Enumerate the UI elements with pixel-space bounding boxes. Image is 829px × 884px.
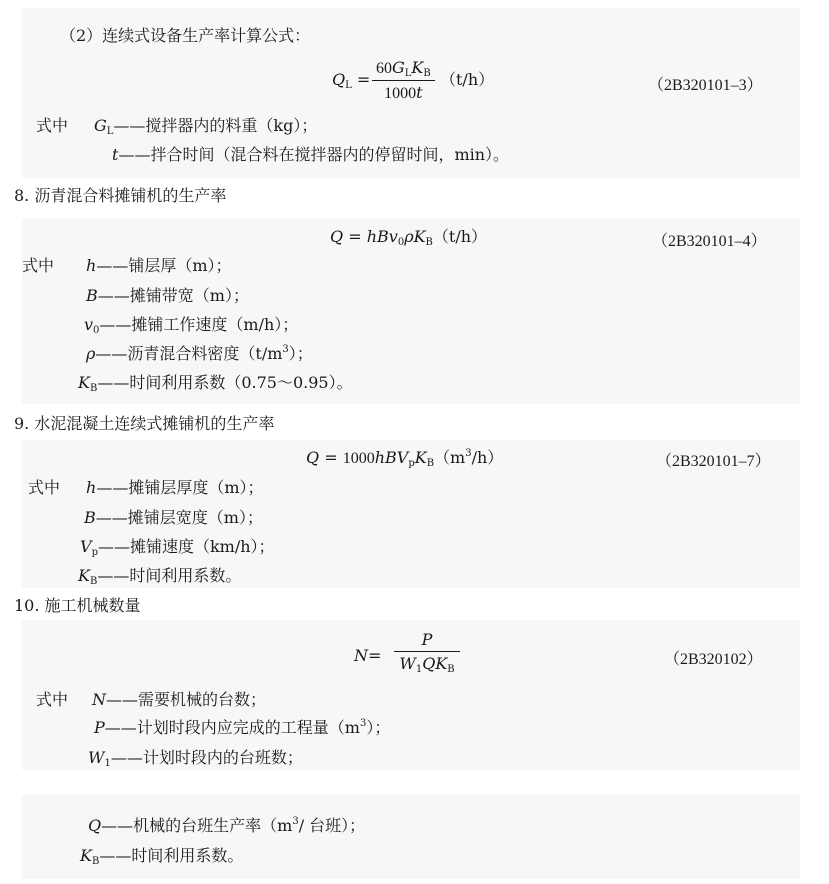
def-symbol: h xyxy=(86,256,97,275)
def-symbol: P xyxy=(94,718,105,737)
formula-subscript: L xyxy=(345,80,352,91)
formula-unit-tail: /h） xyxy=(471,448,504,467)
definition-line xyxy=(86,478,264,498)
def-subscript: B xyxy=(89,576,98,587)
definition-line xyxy=(84,315,298,335)
fraction-numerator xyxy=(394,630,460,649)
def-description-tail: ）； xyxy=(288,344,313,363)
definition-line xyxy=(88,748,303,768)
def-description: ——搅拌器内的料重（kg）； xyxy=(113,116,318,135)
formula-2b320101-7 xyxy=(306,448,503,469)
def-symbol: V xyxy=(80,537,92,556)
formula-2b320102 xyxy=(354,646,381,666)
definition-line xyxy=(84,508,263,528)
where-label: 式中 xyxy=(22,256,55,275)
numerator-symbol: K xyxy=(411,58,424,77)
def-subscript: B xyxy=(91,856,100,867)
formula-2b320101-3 xyxy=(332,70,370,90)
formula-subscript: p xyxy=(408,458,415,469)
formula-unit-superscript: 3 xyxy=(465,448,472,459)
fraction-denominator xyxy=(394,654,460,673)
formula-symbol: Q xyxy=(330,227,344,246)
def-symbol: ρ xyxy=(86,344,96,363)
formula-operator: = xyxy=(343,227,367,246)
numerator-coefficient: 60 xyxy=(376,60,392,77)
equation-number: （2B320101–3） xyxy=(648,77,763,94)
definition-line xyxy=(78,373,353,393)
def-description: ——摊铺带宽（m）； xyxy=(97,286,249,305)
fraction-numerator xyxy=(372,58,435,78)
formula-fraction xyxy=(394,630,460,673)
formula-symbol: N xyxy=(354,646,368,665)
formula-subscript: B xyxy=(426,458,435,469)
formula-operator: = xyxy=(356,70,371,89)
where-label: 式中 xyxy=(36,690,69,709)
def-description: ——摊铺工作速度（m/h）； xyxy=(99,315,299,334)
formula-symbol: K xyxy=(413,227,426,246)
scan-band xyxy=(22,795,800,879)
def-description-tail: / 台班）； xyxy=(298,816,366,835)
numerator-symbol: P xyxy=(421,630,433,649)
formula-2b320101-4 xyxy=(330,227,487,247)
numerator-subscript: L xyxy=(404,68,412,79)
def-symbol: B xyxy=(84,508,96,527)
denominator-value: 1000 xyxy=(384,85,417,102)
denominator-variable: t xyxy=(416,83,423,102)
formula-coefficient: 1000 xyxy=(342,450,375,467)
def-symbol: t xyxy=(112,145,119,164)
def-symbol: v xyxy=(84,315,94,334)
formula-subscript: 0 xyxy=(397,237,405,248)
definition-line xyxy=(92,690,266,710)
denominator-symbol: W xyxy=(399,654,416,673)
formula-terms: hBV xyxy=(374,448,409,467)
where-label: 式中 xyxy=(36,116,69,135)
definition-line xyxy=(112,145,509,165)
formula-symbol: Q xyxy=(332,70,346,89)
definition-line xyxy=(80,537,275,557)
def-description: ——铺层厚（m）； xyxy=(96,256,232,275)
definition-line xyxy=(88,816,365,836)
def-description: ——沥青混合料密度（t/m xyxy=(95,344,283,363)
def-symbol: G xyxy=(94,116,107,135)
formula-unit: （m xyxy=(434,448,466,467)
def-subscript: p xyxy=(91,547,98,558)
formula-symbol: Q xyxy=(306,448,320,467)
def-symbol: h xyxy=(86,478,97,497)
def-description: ——摊铺层宽度（m）； xyxy=(95,508,263,527)
def-subscript: B xyxy=(89,383,98,394)
def-symbol: W xyxy=(88,748,105,767)
numerator-symbol: G xyxy=(392,58,405,77)
formula-unit: （t/h） xyxy=(440,70,495,89)
def-superscript: 3 xyxy=(359,718,367,729)
where-label: 式中 xyxy=(28,478,61,497)
formula-operator: = xyxy=(319,448,343,467)
formula-unit: （t/h） xyxy=(432,227,488,246)
def-superscript: 3 xyxy=(282,344,289,355)
denominator-symbol: K xyxy=(435,654,448,673)
def-description-tail: ）； xyxy=(366,718,391,737)
denominator-subscript: B xyxy=(447,664,455,675)
def-description: ——时间利用系数。 xyxy=(99,846,244,865)
definition-line xyxy=(78,566,241,586)
def-description: ——摊铺速度（km/h）； xyxy=(97,537,275,556)
definition-line xyxy=(80,846,243,866)
denominator-symbol: Q xyxy=(422,654,436,673)
definition-line xyxy=(94,718,390,738)
definition-line xyxy=(94,116,317,136)
def-description: ——机械的台班生产率（m xyxy=(101,816,293,835)
equation-number: （2B320101–4） xyxy=(652,233,767,250)
def-description: ——拌合时间（混合料在搅拌器内的停留时间，min）。 xyxy=(118,145,510,164)
fraction-bar xyxy=(394,651,460,652)
def-description: ——时间利用系数（0.75～0.95）。 xyxy=(97,373,353,392)
fraction-denominator xyxy=(372,83,435,103)
denominator-subscript: 1 xyxy=(415,664,423,675)
def-symbol: N xyxy=(92,690,106,709)
formula-fraction xyxy=(372,58,435,103)
def-description: ——需要机械的台数； xyxy=(106,690,267,709)
def-description: ——计划时段内的台班数； xyxy=(110,748,303,767)
def-description: ——计划时段内应完成的工程量（m xyxy=(104,718,360,737)
fraction-bar xyxy=(372,80,435,81)
numerator-subscript: B xyxy=(423,68,431,79)
definition-line xyxy=(86,256,232,276)
def-superscript: 3 xyxy=(292,816,299,827)
formula-terms: hBv xyxy=(366,227,398,246)
def-symbol: B xyxy=(86,286,98,305)
section-8-heading: 8. 沥青混合料摊铺机的生产率 xyxy=(14,186,227,205)
definition-line xyxy=(86,286,249,306)
equation-number: （2B320101–7） xyxy=(656,453,771,470)
def-subscript: L xyxy=(106,126,114,137)
equation-number: （2B320102） xyxy=(664,651,763,668)
section-2-heading: （2）连续式设备生产率计算公式： xyxy=(60,26,311,45)
definition-line xyxy=(86,344,313,364)
section-10-heading: 10. 施工机械数量 xyxy=(14,596,141,615)
def-subscript: 0 xyxy=(93,325,100,336)
formula-subscript: B xyxy=(425,237,433,248)
formula-symbol: ρ xyxy=(404,227,414,246)
formula-operator: = xyxy=(368,646,382,665)
def-symbol: K xyxy=(78,373,90,392)
section-9-heading: 9. 水泥混凝土连续式摊铺机的生产率 xyxy=(14,414,275,433)
def-subscript: 1 xyxy=(104,758,111,769)
def-symbol: Q xyxy=(88,816,102,835)
def-description: ——时间利用系数。 xyxy=(97,566,242,585)
def-symbol: K xyxy=(78,566,90,585)
def-description: ——摊铺层厚度（m）； xyxy=(96,478,264,497)
def-symbol: K xyxy=(80,846,92,865)
formula-symbol: K xyxy=(414,448,427,467)
